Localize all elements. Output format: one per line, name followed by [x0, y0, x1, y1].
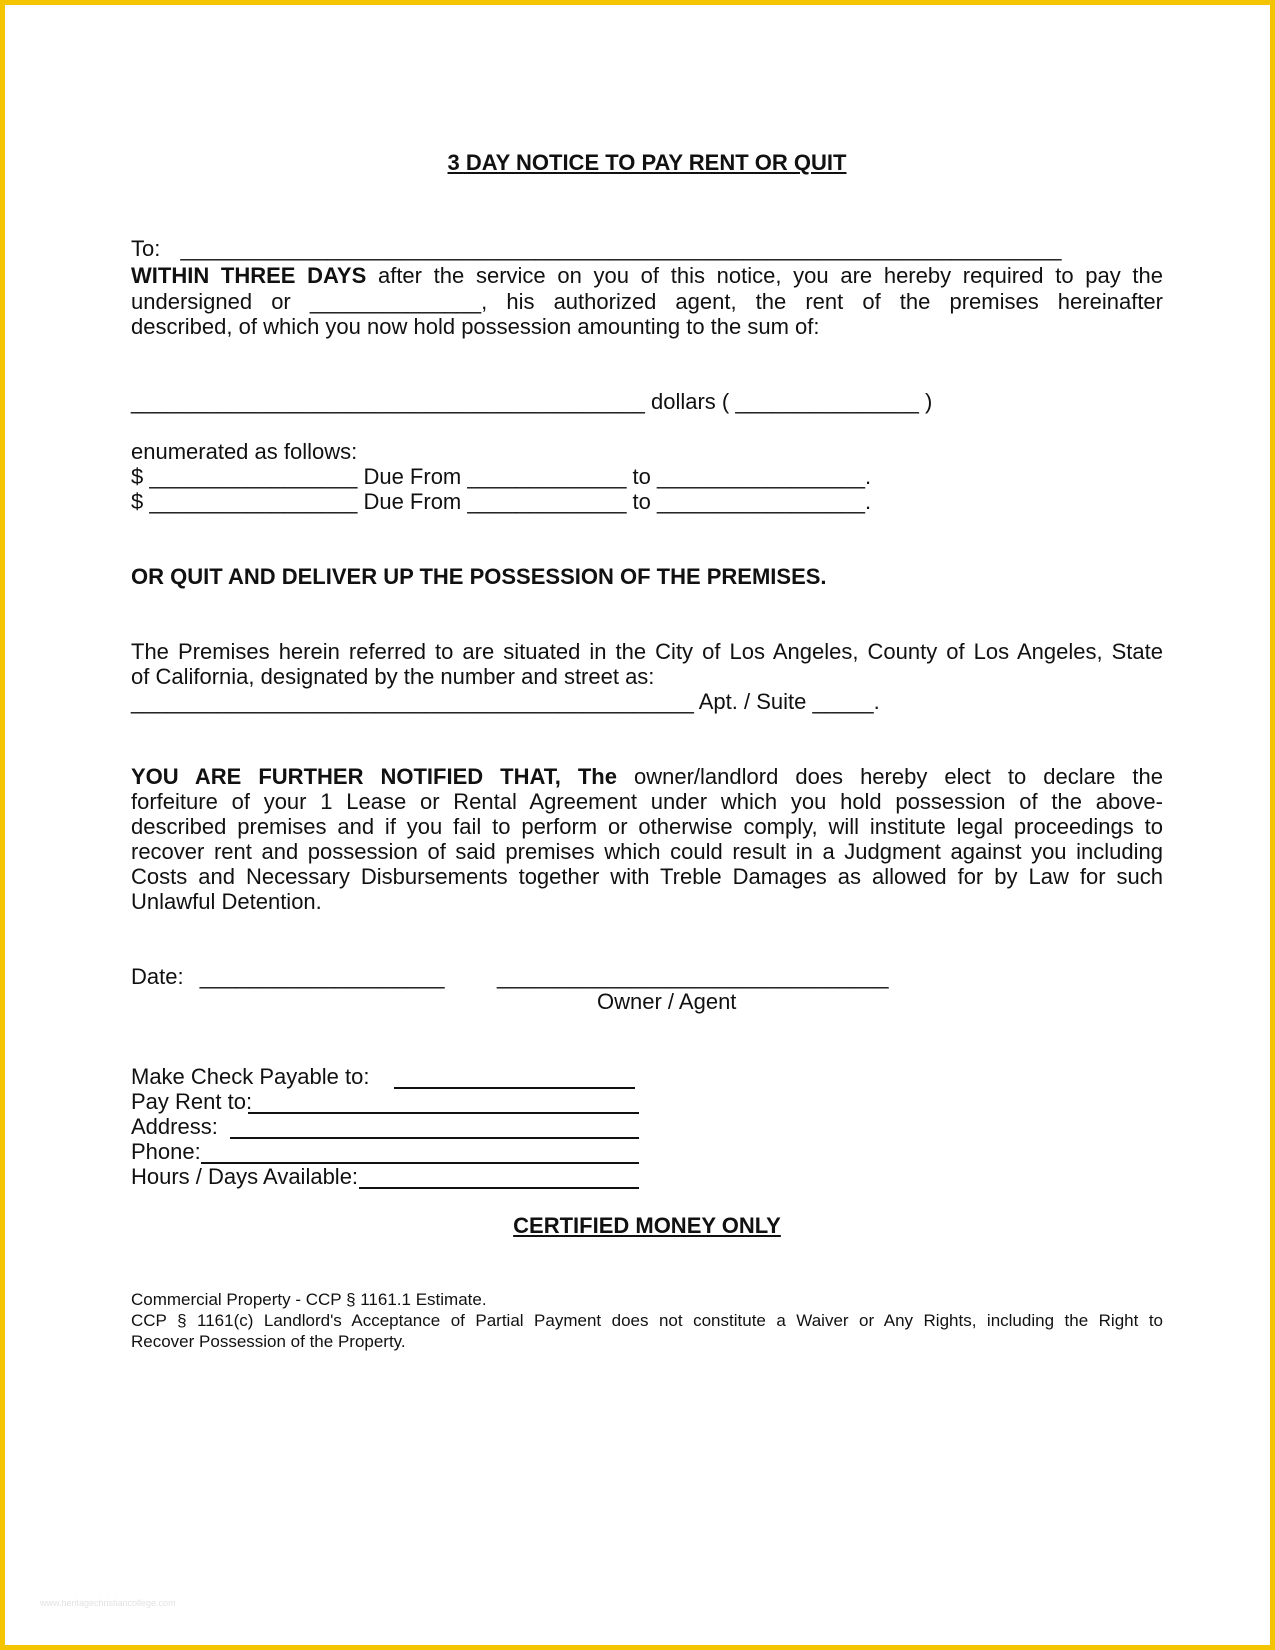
notified-line-1 — [131, 764, 1163, 790]
enumeration-row-1[interactable]: $ _________________ Due From _____________ to _________________. — [131, 464, 872, 489]
date-row — [131, 964, 444, 990]
quit-heading: OR QUIT AND DELIVER UP THE POSSESSION OF THE PREMISES. — [131, 564, 827, 589]
paragraph-1-line-1 — [131, 263, 1163, 289]
premises-line-2: of California, designated by the number and street as: — [131, 664, 655, 689]
notified-line-3: described premises and if you fail to perform or otherwise comply, will institute legal proceedings to — [131, 814, 1163, 839]
page-title: 3 DAY NOTICE TO PAY RENT OR QUIT — [447, 150, 847, 175]
hours-field[interactable] — [359, 1167, 639, 1189]
notified-line-5: Costs and Necessary Disbursements together with Treble Damages as allowed for by Law for such — [131, 864, 1163, 889]
to-field[interactable]: ________________________________________________________________________ — [180, 236, 1062, 261]
notified-line-1-rest: owner/landlord does hereby elect to declare the — [634, 764, 1163, 789]
hours-label: Hours / Days Available: — [131, 1164, 359, 1189]
to-row — [131, 236, 1061, 262]
notified-line-2: forfeiture of your 1 Lease or Rental Agreement under which you hold possession of the above- — [131, 789, 1163, 814]
premises-line-1: The Premises herein referred to are situated in the City of Los Angeles, County of Los Angeles, State — [131, 639, 1163, 664]
to-label: To: — [131, 236, 161, 261]
owner-agent-label: Owner / Agent — [597, 989, 737, 1014]
check-payable-field[interactable] — [394, 1067, 635, 1089]
phone-label: Phone: — [131, 1139, 201, 1164]
phone-field[interactable] — [201, 1142, 639, 1164]
check-payable-label: Make Check Payable to: — [131, 1064, 370, 1089]
p1-line1-rest: after the service on you of this notice, you are hereby required to pay the — [377, 263, 1163, 288]
footnote-line-1: Commercial Property - CCP § 1161.1 Estimate. — [131, 1290, 487, 1309]
footnote-line-2: CCP § 1161(c) Landlord's Acceptance of Partial Payment does not constitute a Waiver or Any Rights, including the Right to — [131, 1311, 1163, 1330]
date-label: Date: — [131, 964, 184, 989]
owner-signature-line[interactable]: ________________________________ — [497, 964, 889, 989]
paragraph-1-line-2: undersigned or ______________, his authorized agent, the rent of the premises hereinafter — [131, 289, 1163, 314]
within-three-days-text: WITHIN THREE DAYS — [131, 263, 367, 288]
pay-rent-label: Pay Rent to: — [131, 1089, 253, 1114]
date-field[interactable]: ____________________ — [199, 964, 445, 989]
notified-line-6: Unlawful Detention. — [131, 889, 322, 914]
pay-rent-field[interactable] — [248, 1092, 639, 1114]
further-notified-text: YOU ARE FURTHER NOTIFIED THAT, The — [131, 764, 617, 789]
check-payable-row — [131, 1064, 369, 1090]
watermark-text: www.heritagechristiancollege.com — [40, 1598, 176, 1608]
enumerated-label: enumerated as follows: — [131, 439, 358, 464]
premises-address-line[interactable]: ______________________________________________ Apt. / Suite _____. — [131, 689, 880, 714]
address-label: Address: — [131, 1114, 218, 1139]
paragraph-1-line-3: described, of which you now hold possession amounting to the sum of: — [131, 314, 820, 339]
amount-line[interactable]: __________________________________________ dollars ( _______________ ) — [131, 389, 933, 414]
notified-line-4: recover rent and possession of said premises which could result in a Judgment against you including — [131, 839, 1163, 864]
enumeration-row-2[interactable]: $ _________________ Due From _____________ to _________________. — [131, 489, 872, 514]
address-field[interactable] — [230, 1117, 639, 1139]
certified-money-notice: CERTIFIED MONEY ONLY — [513, 1213, 781, 1238]
footnote-line-3: Recover Possession of the Property. — [131, 1332, 406, 1351]
